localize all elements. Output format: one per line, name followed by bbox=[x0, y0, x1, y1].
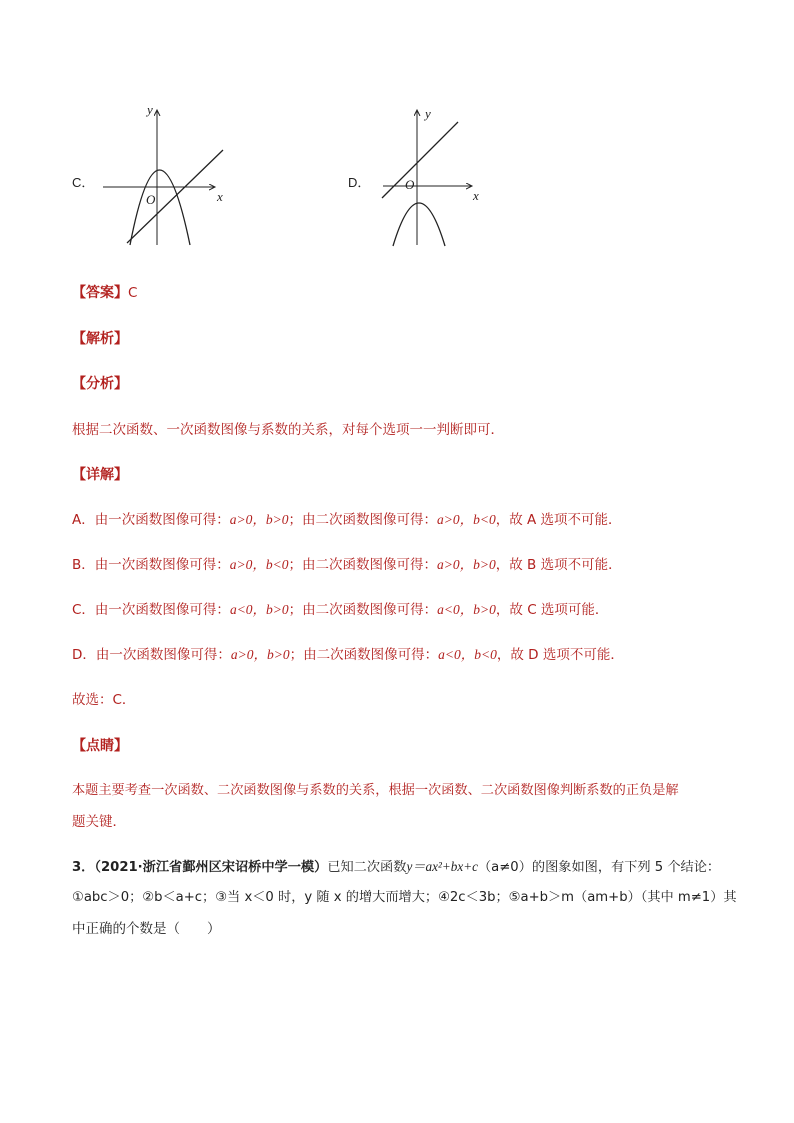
question-rest: 的图象如图，有下列 5 个结论： bbox=[531, 860, 721, 875]
option-d-graph bbox=[375, 100, 515, 250]
y-axis-label: y bbox=[425, 106, 431, 121]
option-c-label: C． bbox=[72, 175, 95, 190]
dianjing-heading bbox=[72, 736, 128, 756]
conclusion-text: 故选：C． bbox=[72, 692, 136, 708]
xiangjie-heading bbox=[72, 465, 128, 485]
question-intro: 已知二次函数 bbox=[327, 860, 407, 875]
question-source: （2021·浙江省鄞州区宋诏桥中学一模） bbox=[94, 860, 328, 875]
detail-line-c: C．由一次函数图像可得：a<0，b>0；由二次函数图像可得：a<0，b>0，故 C 选项可能． bbox=[72, 602, 609, 618]
xiangjie-tag: 【详解】 bbox=[72, 467, 128, 483]
analysis-tag: 【解析】 bbox=[72, 331, 128, 347]
answer-line bbox=[72, 283, 137, 303]
dianjing-line-2: 题关键． bbox=[72, 814, 126, 830]
parabola bbox=[393, 203, 445, 246]
origin-label: O bbox=[146, 192, 156, 207]
question-formula: y＝ax²+bx+c bbox=[406, 859, 478, 874]
y-axis-label: y bbox=[147, 102, 153, 117]
dianjing-tag: 【点睛】 bbox=[72, 738, 128, 754]
straight-line bbox=[382, 122, 458, 198]
option-d-label: D． bbox=[348, 175, 371, 190]
x-axis-label: x bbox=[217, 189, 223, 204]
fenxi-tag: 【分析】 bbox=[72, 376, 128, 392]
dianjing-line-1: 本题主要考查一次函数、二次函数图像与系数的关系，根据一次函数、二次函数图像判断系数的正负是解 bbox=[72, 783, 679, 798]
question-3-line-3: 中正确的个数是（ ） bbox=[72, 921, 221, 937]
parabola bbox=[130, 170, 190, 245]
detail-line-b: B．由一次函数图像可得：a>0，b<0；由二次函数图像可得：a>0，b>0，故 B 选项不可能． bbox=[72, 557, 622, 573]
option-c-graph bbox=[95, 100, 235, 250]
x-axis-label: x bbox=[473, 188, 479, 203]
fenxi-heading bbox=[72, 374, 128, 394]
detail-line-d: D．由一次函数图像可得：a>0，b>0；由二次函数图像可得：a<0，b<0，故 D 选项不可能． bbox=[72, 647, 624, 663]
answer-tag: 【答案】 bbox=[72, 285, 128, 301]
question-number: 3． bbox=[72, 860, 95, 875]
question-3-line-2: ①abc＞0；②b＜a+c；③当 x＜0 时，y 随 x 的增大而增大；④2c＜3b；⑤a+b＞m（am+b）（其中 m≠1）其 bbox=[72, 890, 737, 905]
fenxi-text: 根据二次函数、一次函数图像与系数的关系，对每个选项一一判断即可． bbox=[72, 422, 504, 438]
question-condition: （a≠0） bbox=[477, 860, 532, 875]
answer-value: C bbox=[128, 285, 138, 301]
detail-line-a: A．由一次函数图像可得：a>0，b>0；由二次函数图像可得：a>0，b<0，故 A 选项不可能． bbox=[72, 512, 622, 528]
question-3-line-1 bbox=[72, 857, 720, 878]
analysis-heading bbox=[72, 329, 128, 349]
origin-label: O bbox=[405, 177, 415, 192]
